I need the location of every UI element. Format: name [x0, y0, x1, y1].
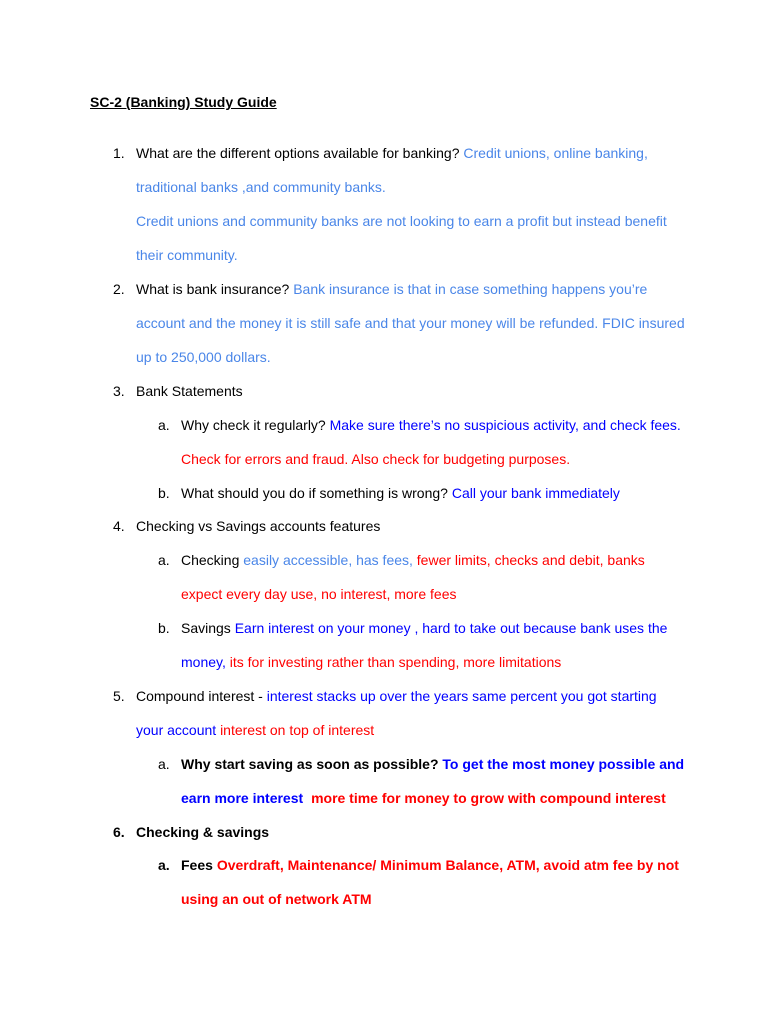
- item-5-line-2: [136, 722, 374, 738]
- item-4a-answer-lightblue: easily accessible, has fees,: [243, 552, 413, 568]
- item-1-question: What are the different options available for banking?: [136, 145, 460, 161]
- item-5a-line-2: [181, 790, 666, 806]
- item-3b-question: What should you do if something is wrong?: [181, 485, 448, 501]
- item-5a-marker: a.: [158, 756, 170, 772]
- item-4a-label: Checking: [181, 552, 240, 568]
- item-4-question: Checking vs Savings accounts features: [136, 518, 381, 534]
- item-2-marker: 2.: [113, 281, 125, 297]
- item-3a-answer-blue: Make sure there’s no suspicious activity, and check fees.: [329, 417, 681, 433]
- item-5-answer-red: interest on top of interest: [220, 722, 375, 738]
- item-4b-line-1: [181, 620, 667, 636]
- item-2-answer-3: up to 250,000 dollars.: [136, 349, 271, 365]
- document-title: SC-2 (Banking) Study Guide: [90, 94, 277, 110]
- item-4a-marker: a.: [158, 552, 170, 568]
- item-2-answer-1: Bank insurance is that in case something happens you’re: [293, 281, 648, 297]
- item-5-line-1: [136, 688, 657, 704]
- item-5a-answer-blue-2: earn more interest: [181, 790, 304, 806]
- item-3-question: Bank Statements: [136, 383, 243, 399]
- item-5a-answer-blue-1: To get the most money possible and: [442, 756, 685, 772]
- item-5-marker: 5.: [113, 688, 125, 704]
- item-1-answer-2: traditional banks ,and community banks.: [136, 179, 386, 195]
- item-6a-line-1: [181, 857, 679, 873]
- item-5a-answer-red: more time for money to grow with compound interest: [311, 790, 666, 806]
- item-4b-label: Savings: [181, 620, 231, 636]
- item-2-question: What is bank insurance?: [136, 281, 290, 297]
- item-5a-line-1: [181, 756, 684, 772]
- item-3a-question: Why check it regularly?: [181, 417, 326, 433]
- item-6a-answer-red-2: using an out of network ATM: [181, 891, 372, 907]
- item-1-marker: 1.: [113, 145, 125, 161]
- item-1-answer-1: Credit unions, online banking,: [463, 145, 648, 161]
- item-3a-line-1: [181, 417, 681, 433]
- item-5-question: Compound interest -: [136, 688, 263, 704]
- item-3a-marker: a.: [158, 417, 170, 433]
- item-4a-answer-red-2: expect every day use, no interest, more fees: [181, 586, 457, 602]
- item-1-answer-3: Credit unions and community banks are not looking to earn a profit but instead benefit: [136, 213, 667, 229]
- item-2-line-1: [136, 281, 647, 297]
- item-3b-marker: b.: [158, 485, 170, 501]
- item-3-marker: 3.: [113, 383, 125, 399]
- item-4b-marker: b.: [158, 620, 170, 636]
- item-4b-answer-blue-1: Earn interest on your money , hard to take out because bank uses the: [234, 620, 668, 636]
- item-5a-question: Why start saving as soon as possible?: [181, 756, 439, 772]
- item-1-answer-4: their community.: [136, 247, 238, 263]
- item-6a-answer-red-1: Overdraft, Maintenance/ Minimum Balance, ATM, avoid atm fee by not: [216, 857, 679, 873]
- item-3a-answer-red: Check for errors and fraud. Also check for budgeting purposes.: [181, 451, 571, 467]
- item-6a-marker: a.: [158, 857, 170, 873]
- item-4a-line-1: [181, 552, 645, 568]
- item-4a-answer-red-1: fewer limits, checks and debit, banks: [416, 552, 645, 568]
- item-3b-line-1: [181, 485, 620, 501]
- item-4b-line-2: [181, 654, 561, 670]
- item-5-answer-blue-2: your account: [136, 722, 217, 738]
- item-4-marker: 4.: [113, 518, 125, 534]
- item-5-answer-blue-1: interest stacks up over the years same percent you got starting: [266, 688, 657, 704]
- item-4b-answer-blue-2: money,: [181, 654, 226, 670]
- item-2-answer-2: account and the money it is still safe and that your money will be refunded. FDIC insured: [136, 315, 685, 331]
- item-1-line-1: [136, 145, 648, 161]
- item-4b-answer-red: its for investing rather than spending, more limitations: [229, 654, 562, 670]
- item-6a-label: Fees: [181, 857, 213, 873]
- item-6-marker: 6.: [113, 824, 125, 840]
- item-3b-answer-blue: Call your bank immediately: [451, 485, 620, 501]
- item-6-question: Checking & savings: [136, 824, 270, 840]
